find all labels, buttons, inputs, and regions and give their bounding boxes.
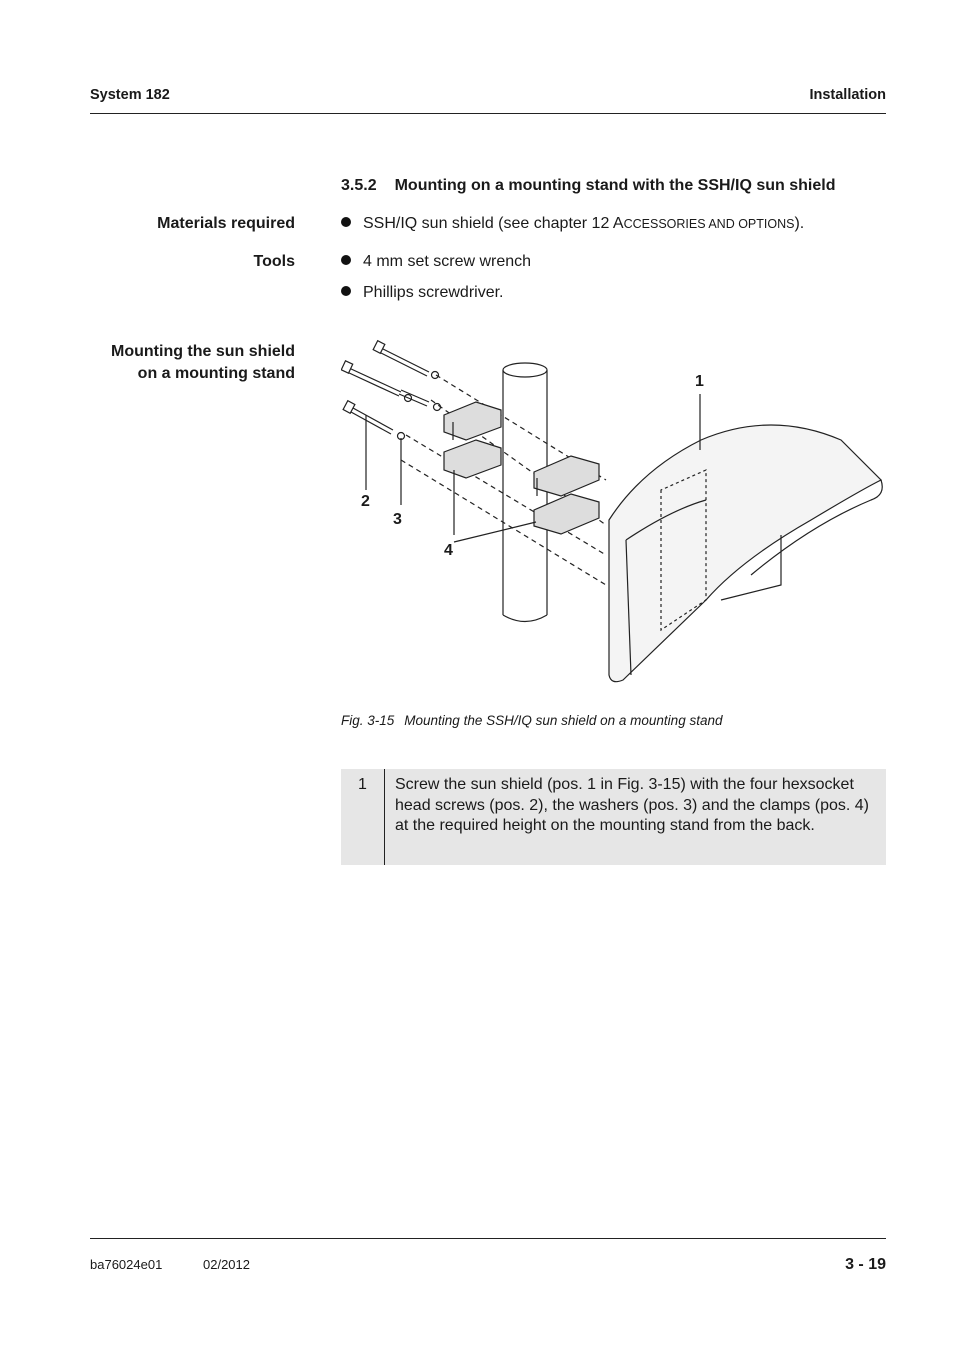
- footer-doc-id: ba76024e01: [90, 1257, 163, 1272]
- header-rule: [90, 113, 886, 114]
- bullet-icon: [341, 255, 351, 265]
- bullet-icon: [341, 286, 351, 296]
- caption-text: Mounting the SSH/IQ sun shield on a mounting stand: [404, 713, 723, 728]
- section-number: 3.5.2: [341, 177, 377, 194]
- tools-item: 4 mm set screw wrench: [341, 252, 531, 272]
- section-title-text: Mounting on a mounting stand with the SSH/IQ sun shield: [394, 177, 836, 194]
- materials-item: SSH/IQ sun shield (see chapter 12 ACCESSORIES AND OPTIONS).: [341, 214, 804, 234]
- footer-date: 02/2012: [203, 1257, 250, 1272]
- step-row: [341, 769, 886, 865]
- footer-rule: [90, 1238, 886, 1239]
- page-number: 3 - 19: [845, 1256, 886, 1273]
- screw-icon: [373, 341, 438, 379]
- tools-label: Tools: [253, 253, 295, 270]
- callout-2: 2: [361, 493, 370, 510]
- mounting-figure: [341, 330, 886, 690]
- caption-number: Fig. 3-15: [341, 713, 395, 728]
- tools-item: Phillips screwdriver.: [341, 283, 503, 303]
- step-text: Screw the sun shield (pos. 1 in Fig. 3-15) with the four hexsocket head screws (pos. 2), the washers (pos. 3) and the clamps (pos. 4) at the required height on the mounting stand from the back.: [395, 776, 869, 834]
- materials-label: Materials required: [157, 215, 295, 232]
- callout-1: 1: [695, 373, 704, 390]
- mounting-label: Mounting the sun shield on a mounting stand: [111, 343, 295, 382]
- header-left: System 182: [90, 87, 170, 103]
- header-right: Installation: [809, 87, 886, 103]
- step-number: 1: [341, 769, 385, 865]
- bullet-icon: [341, 217, 351, 227]
- callout-3: 3: [393, 511, 402, 528]
- figure-caption: [341, 713, 722, 728]
- callout-4: 4: [444, 542, 453, 559]
- section-title: [341, 177, 835, 195]
